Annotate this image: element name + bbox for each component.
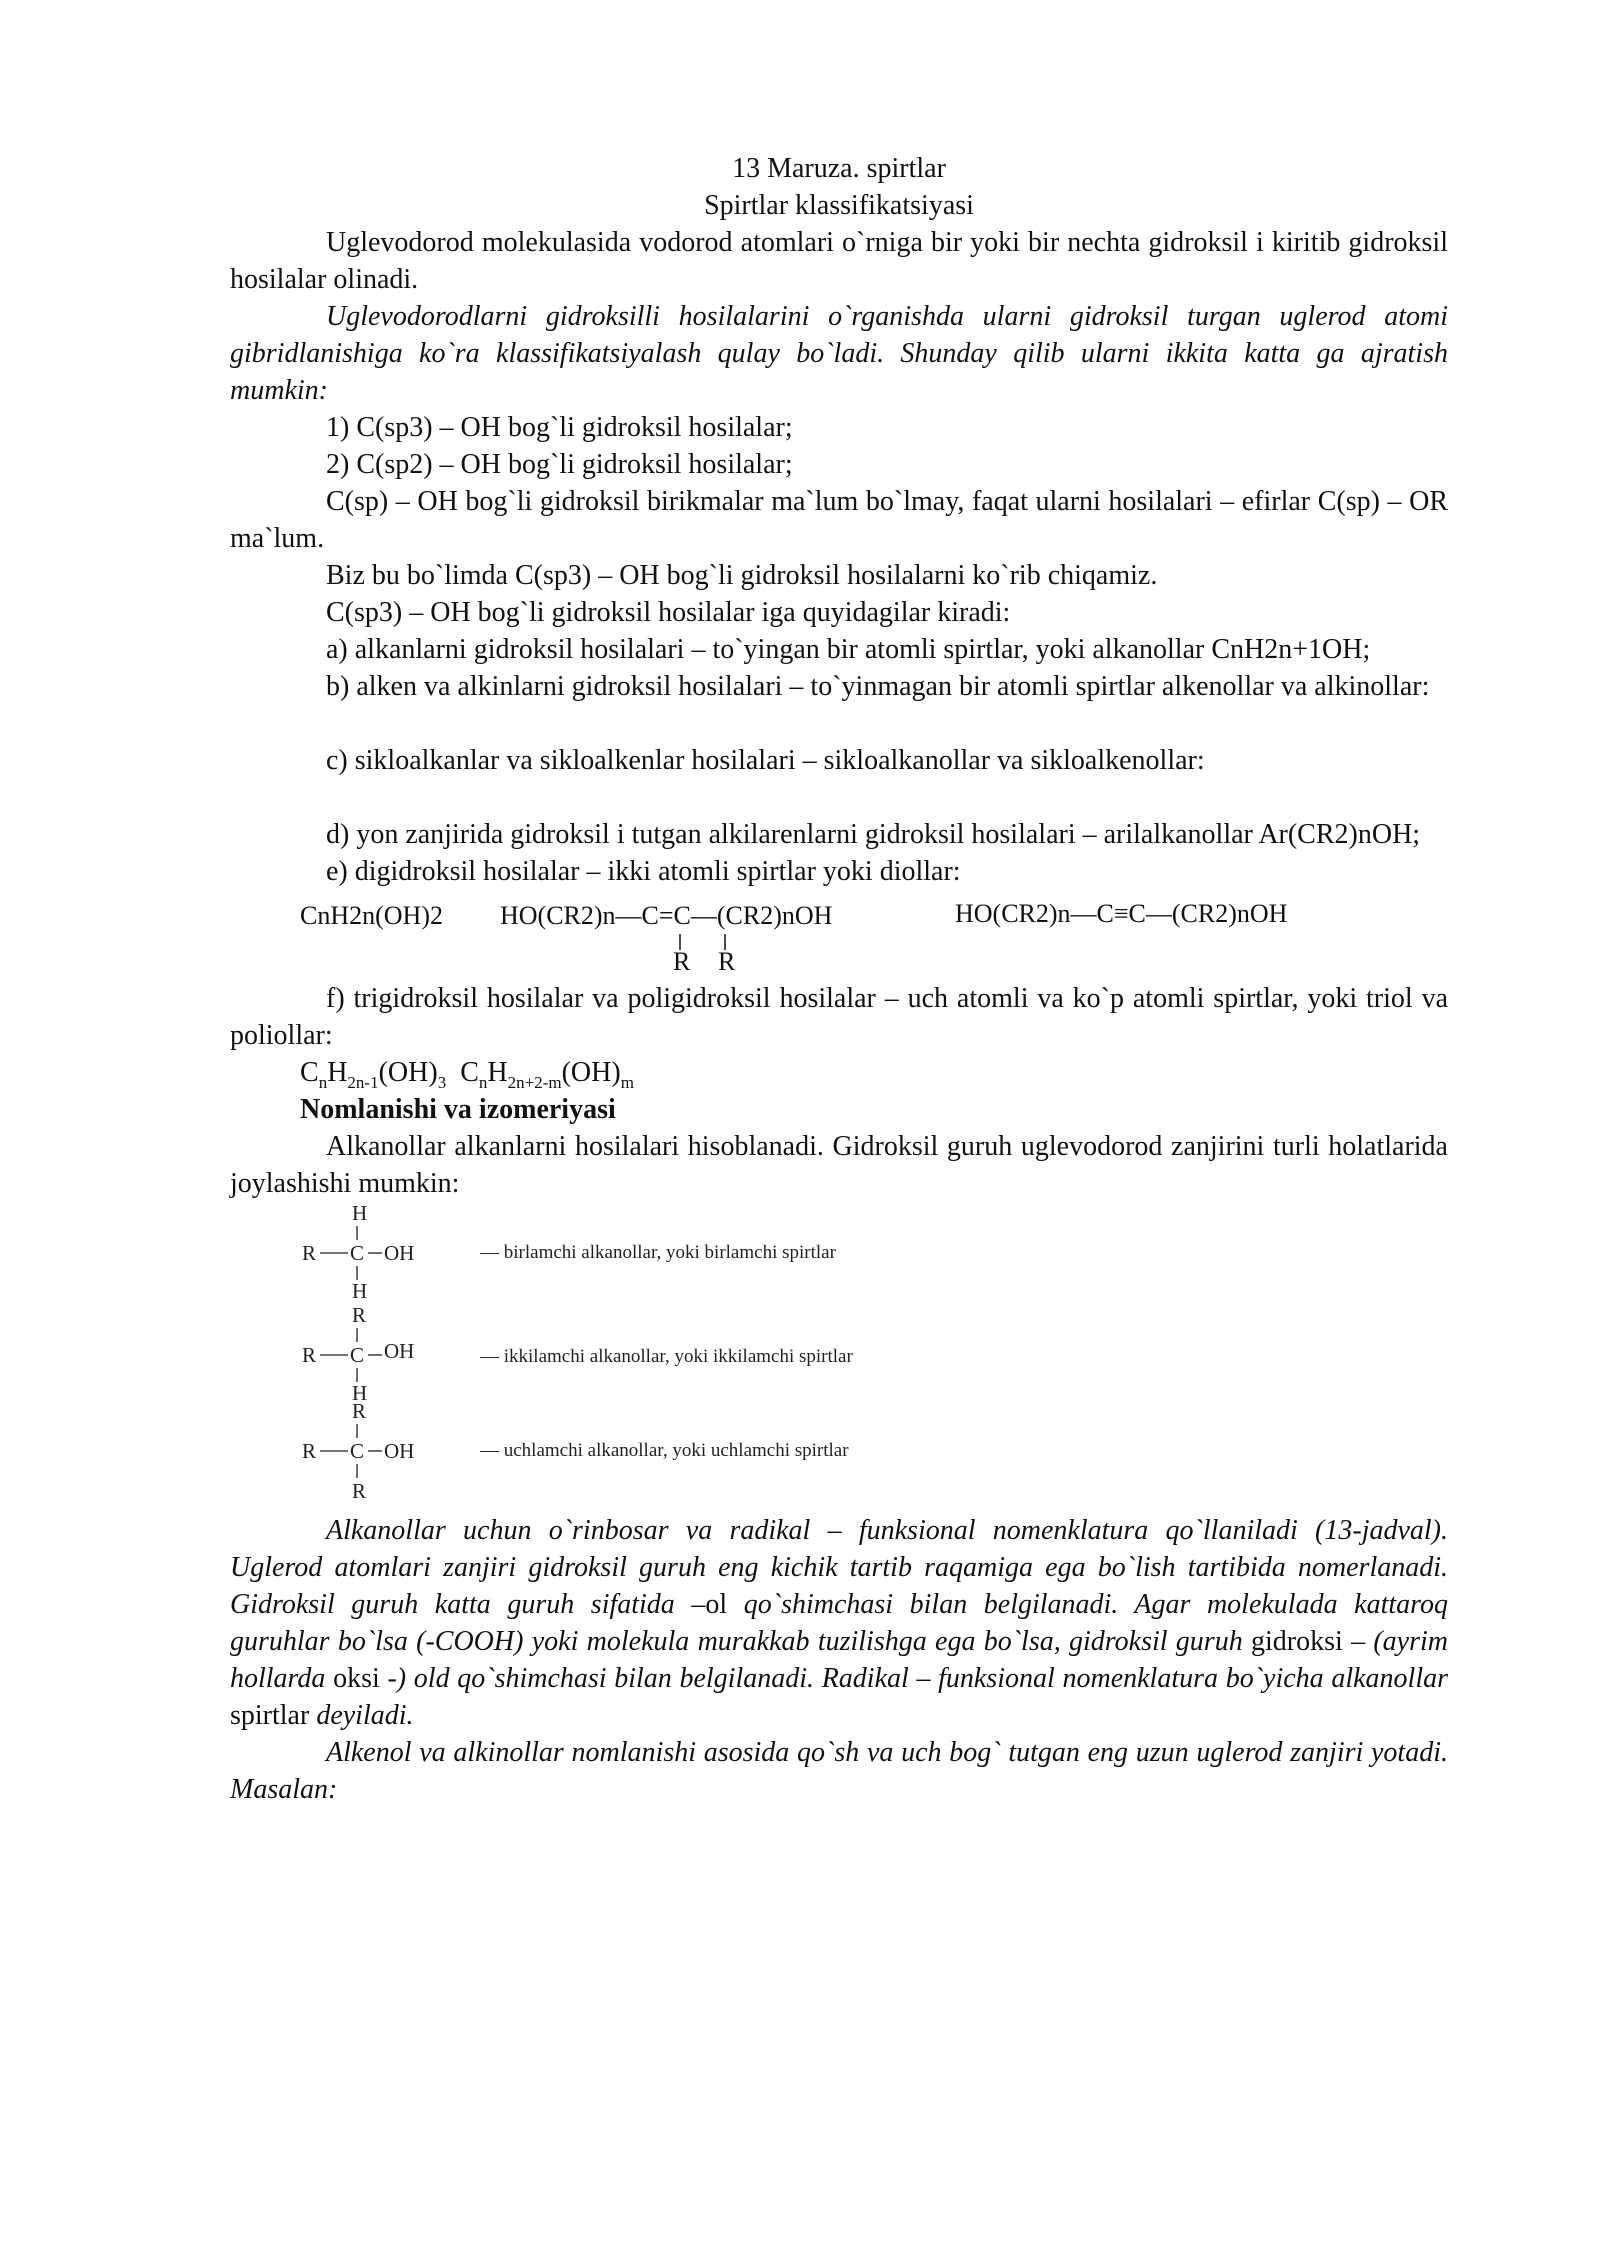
paragraph: Alkenol va alkinollar nomlanishi asosida qo`sh va uch bog` tutgan eng uzun uglerod zanjiri yotadi. Masalan:: [230, 1737, 1448, 1805]
svg-text:OH: OH: [384, 1439, 415, 1463]
svg-text:H: H: [352, 1202, 368, 1225]
polyol-formulas: [230, 1054, 1448, 1091]
section-subtitle: Spirtlar klassifikatsiyasi: [704, 190, 974, 221]
list-item-e: e) digidroksil hosilalar – ikki atomli spirtlar yoki diollar:: [326, 856, 961, 887]
lecture-title: 13 Maruza. spirtlar: [732, 153, 946, 184]
diol-formula-3: HO(CR2)n—C≡C—(CR2)nOH: [955, 899, 1288, 928]
formula-part: C: [300, 1057, 319, 1088]
primary-alcohol-label: — birlamchi alkanollar, yoki birlamchi spirtlar: [480, 1242, 836, 1263]
formula-sub: n: [478, 1073, 488, 1092]
formula-part: H: [327, 1057, 348, 1088]
list-item-b: b) alken va alkinlarni gidroksil hosilalari – to`yinmagan bir atomli spirtlar alkenollar va alkinollar:: [326, 671, 1430, 702]
svg-text:C: C: [350, 1439, 365, 1463]
diol-formula-1: CnH2n(OH)2: [300, 901, 443, 930]
svg-text:R: R: [302, 1241, 317, 1265]
paragraph: Uglevodorod molekulasida vodorod atomlari o`rniga bir yoki bir nechta gidroksil i kiritib gidroksil hosilalar olinadi.: [230, 227, 1448, 295]
secondary-alcohol-label: — ikkilamchi alkanollar, yoki ikkilamchi spirtlar: [480, 1346, 853, 1367]
svg-text:OH: OH: [384, 1241, 415, 1265]
diol-formulas: [230, 890, 1448, 970]
svg-text:R: R: [302, 1439, 317, 1463]
formula-part: (OH): [378, 1057, 438, 1088]
section-heading: Nomlanishi va izomeriyasi: [300, 1094, 616, 1125]
formula-sub: n: [318, 1073, 328, 1092]
paragraph: C(sp3) – OH bog`li gidroksil hosilalar iga quyidagilar kiradi:: [326, 597, 1011, 628]
svg-text:H: H: [352, 1381, 368, 1405]
list-item-c: c) sikloalkanlar va sikloalkenlar hosilalari – sikloalkanollar va sikloalkenollar:: [326, 745, 1205, 776]
list-item: 1) C(sp3) – OH bog`li gidroksil hosilalar;: [326, 412, 793, 443]
formula-sub: 2n-1: [347, 1073, 379, 1092]
paragraph: Uglevodorodlarni gidroksilli hosilalarini o`rganishda ularni gidroksil turgan uglerod atomi gibridlanishiga ko`ra klassifikatsiyalash qulay bo`ladi. Shunday qilib ularni ikkita katta ga ajratish mumkin:: [230, 301, 1448, 406]
svg-text:R: R: [352, 1303, 367, 1327]
paragraph: C(sp) – OH bog`li gidroksil birikmalar ma`lum bo`lmay, faqat ularni hosilalari – efirlar C(sp) – OR ma`lum.: [230, 486, 1448, 554]
alcohol-structures: [300, 1202, 1448, 1512]
svg-text:R: R: [352, 1399, 367, 1423]
formula-sub: m: [620, 1073, 634, 1092]
formula-sub: 2n+2-m: [507, 1073, 562, 1092]
diol-formula-2: HO(CR2)n—C=C—(CR2)nOH: [500, 901, 833, 930]
nomenclature-paragraph: Alkanollar uchun o`rinbosar va radikal – funksional nomenklatura qo`llaniladi (13-jadval). Uglerod atomlari zanjiri gidroksil guruh eng kichik tartib raqamiga ega bo`lish tartibida nomerlanadi. Gidroksil guruh katta guruh sifatida –ol qo`shimchasi bilan belgilanadi. Agar molekulada kattaroq guruhlar bo`lsa (-COOH) yoki molekula murakkab tuzilishga ega bo`lsa, gidroksil guruh gidroksi – (ayrim hollarda oksi -) old qo`shimchasi bilan belgilanadi. Radikal – funksional nomenklatura bo`yicha alkanollar spirtlar deyiladi.: [230, 1515, 1448, 1731]
list-item-d: d) yon zanjirida gidroksil i tutgan alkilarenlarni gidroksil hosilalari – arilalkanollar Ar(CR2)nOH;: [326, 819, 1421, 850]
list-item-f: f) trigidroksil hosilalar va poligidroksil hosilalar – uch atomli va ko`p atomli spirtlar, yoki triol va poliollar:: [230, 983, 1448, 1051]
svg-text:R: R: [352, 1479, 367, 1503]
svg-text:C: C: [350, 1343, 365, 1367]
paragraph: Biz bu bo`limda C(sp3) – OH bog`li gidroksil hosilalarni ko`rib chiqamiz.: [326, 560, 1158, 591]
formula-part: C: [460, 1057, 479, 1088]
document-page: [230, 150, 1448, 1808]
list-item: 2) C(sp2) – OH bog`li gidroksil hosilalar;: [326, 449, 793, 480]
substituent-r: R: [718, 947, 736, 970]
substituent-r: R: [673, 947, 691, 970]
formula-part: (OH): [561, 1057, 621, 1088]
formula-sub: 3: [437, 1073, 447, 1092]
svg-text:R: R: [302, 1343, 317, 1367]
formula-part: H: [487, 1057, 508, 1088]
svg-text:OH: OH: [384, 1339, 415, 1363]
list-item-a: a) alkanlarni gidroksil hosilalari – to`yingan bir atomli spirtlar, yoki alkanollar CnH2n+1OH;: [326, 634, 1371, 665]
paragraph: Alkanollar alkanlarni hosilalari hisoblanadi. Gidroksil guruh uglevodorod zanjirini turli holatlarida joylashishi mumkin:: [230, 1131, 1448, 1199]
svg-text:H: H: [352, 1279, 368, 1303]
svg-text:C: C: [350, 1241, 365, 1265]
tertiary-alcohol-label: — uchlamchi alkanollar, yoki uchlamchi spirtlar: [480, 1440, 849, 1461]
